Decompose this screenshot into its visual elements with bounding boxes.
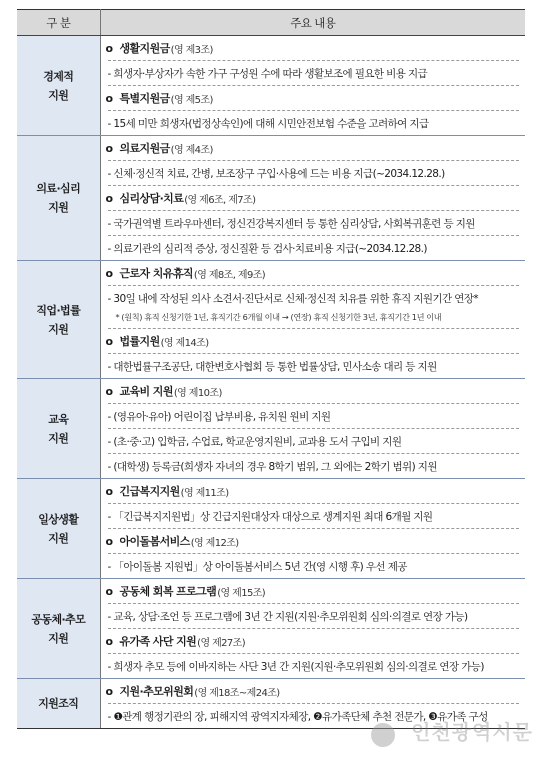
item-name: 생활지원금 bbox=[119, 42, 170, 55]
item-reference: (영 제6조, 제7조) bbox=[184, 194, 256, 206]
detail-text: - 희생자 추모 등에 이바지하는 사단 3년 간 지원(지원·추모위원회 심의·의결로 연장 가능) bbox=[107, 660, 484, 673]
item-reference: (영 제15조) bbox=[217, 587, 266, 599]
item-heading bbox=[101, 579, 526, 603]
item-reference: (영 제14조) bbox=[160, 337, 209, 349]
header-row bbox=[17, 10, 525, 36]
detail-text: - 의료기관의 심리적 증상, 정신질환 등 검사·치료비용 지급(~2034.12.28.) bbox=[107, 242, 427, 255]
item-heading bbox=[101, 136, 526, 160]
item-detail bbox=[108, 503, 520, 528]
item-reference: (영 제5조) bbox=[170, 94, 213, 106]
item-name: 아이돌봄서비스 bbox=[119, 535, 190, 548]
table-row bbox=[17, 261, 525, 379]
detail-text: - 신체·정신적 치료, 간병, 보조장구 구입·사용에 드는 비용 지급(~2034.12.28.) bbox=[107, 167, 445, 180]
detail-text: - ❶관계 행정기관의 장, 피해지역 광역지자체장, ❷유가족단체 추천 전문가, ❸유가족 구성 bbox=[107, 710, 488, 723]
detail-text: - (영유아·유아) 어린이집 납부비용, 유치원 원비 지원 bbox=[107, 410, 331, 423]
item-reference: (영 제12조) bbox=[190, 537, 239, 549]
table-row bbox=[17, 36, 525, 136]
category-cell bbox=[17, 136, 100, 261]
item-heading bbox=[101, 329, 526, 353]
item-detail bbox=[108, 553, 520, 578]
item-reference: (영 제10조) bbox=[173, 387, 222, 399]
bullet-icon: o bbox=[105, 634, 113, 648]
item-reference: (영 제27조) bbox=[197, 637, 246, 649]
item-heading bbox=[101, 529, 526, 553]
watermark-text: 인천광역시문 bbox=[411, 720, 533, 744]
item-detail bbox=[108, 235, 520, 260]
bullet-icon: o bbox=[105, 484, 113, 498]
category-label: 일상생활 bbox=[38, 512, 79, 526]
item-detail bbox=[108, 653, 520, 678]
content-cell bbox=[100, 379, 525, 479]
item-detail bbox=[108, 603, 520, 628]
detail-text: - (대학생) 등록금(희생자 자녀의 경우 8학기 범위, 그 외에는 2학기 범위) 지원 bbox=[107, 460, 437, 473]
item-reference: (영 제4조) bbox=[170, 144, 213, 156]
item-detail bbox=[108, 285, 520, 310]
table-row bbox=[17, 136, 525, 261]
item-heading bbox=[101, 261, 526, 285]
category-label: 지원 bbox=[48, 322, 69, 336]
category-cell bbox=[17, 479, 100, 579]
category-label: 공동체·추모 bbox=[31, 612, 86, 626]
category-label: 경제적 bbox=[43, 69, 74, 83]
table-row bbox=[17, 479, 525, 579]
item-heading bbox=[101, 36, 526, 60]
item-detail bbox=[108, 453, 520, 478]
category-label: 지원 bbox=[48, 431, 69, 445]
bullet-icon: o bbox=[105, 91, 113, 105]
item-reference: (영 제18조~제24조) bbox=[194, 687, 280, 699]
bullet-icon: o bbox=[105, 191, 113, 205]
content-cell bbox=[100, 579, 525, 679]
detail-text: - 교육, 상담·조언 등 프로그램에 3년 간 지원(지원·추모위원회 심의·의결로 연장 가능) bbox=[107, 610, 468, 623]
item-name: 의료지원금 bbox=[119, 142, 170, 155]
bullet-icon: o bbox=[105, 684, 113, 698]
category-label: 지원 bbox=[48, 88, 69, 102]
item-name: 유가족 사단 지원 bbox=[119, 635, 197, 648]
bullet-icon: o bbox=[105, 584, 113, 598]
content-cell bbox=[100, 479, 525, 579]
detail-text: - 「아이돌봄 지원법」상 아이돌봄서비스 5년 간(영 시행 후) 우선 제공 bbox=[107, 560, 407, 573]
detail-text: - 「긴급복지지원법」상 긴급지원대상자 대상으로 생계지원 최대 6개월 지원 bbox=[107, 510, 433, 523]
category-label: 지원조직 bbox=[38, 697, 79, 710]
item-heading bbox=[101, 186, 526, 210]
content-cell bbox=[100, 136, 525, 261]
category-label: 지원 bbox=[48, 201, 69, 214]
detail-text: - 대한법률구조공단, 대한변호사협회 등 통한 법률상담, 민사소송 대리 등 지원 bbox=[107, 360, 437, 373]
item-name: 교육비 지원 bbox=[119, 385, 173, 398]
bullet-icon: o bbox=[105, 334, 113, 348]
item-name: 법률지원 bbox=[119, 335, 160, 348]
content-cell bbox=[100, 36, 525, 136]
item-name: 지원·추모위원회 bbox=[119, 685, 194, 698]
category-label: 의료·심리 bbox=[36, 182, 81, 195]
item-detail bbox=[108, 428, 520, 453]
detail-text: - 국가권역별 트라우마센터, 정신건강복지센터 등 통한 심리상담, 사회복귀훈련 등 지원 bbox=[107, 217, 475, 230]
category-label: 지원 bbox=[48, 531, 69, 545]
detail-text: - 희생자·부상자가 속한 가구 구성원 수에 따라 생활보조에 필요한 비용 지급 bbox=[107, 67, 428, 80]
category-cell bbox=[17, 679, 100, 729]
detail-text: - 15세 미만 희생자(법정상속인)에 대해 시민안전보험 수준을 고려하여 지급 bbox=[107, 117, 429, 130]
category-label: 직업·법률 bbox=[36, 303, 81, 317]
item-name: 특별지원금 bbox=[119, 92, 170, 105]
watermark-logo-icon bbox=[371, 723, 395, 747]
item-reference: (영 제3조) bbox=[170, 44, 213, 56]
item-reference: (영 제8조, 제9조) bbox=[193, 269, 266, 281]
table-row bbox=[17, 579, 525, 679]
item-name: 근로자 치유휴직 bbox=[119, 267, 193, 280]
item-detail bbox=[108, 403, 520, 428]
support-table bbox=[17, 9, 525, 729]
item-detail bbox=[108, 210, 520, 235]
table-row bbox=[17, 379, 525, 479]
item-heading bbox=[101, 479, 526, 503]
category-cell bbox=[17, 579, 100, 679]
category-cell bbox=[17, 261, 100, 379]
item-reference: (영 제11조) bbox=[180, 487, 229, 499]
item-heading bbox=[101, 629, 526, 653]
item-detail bbox=[108, 60, 520, 85]
item-detail bbox=[108, 160, 520, 185]
item-name: 심리상담·치료 bbox=[119, 192, 184, 205]
content-cell bbox=[100, 261, 525, 379]
category-label: 지원 bbox=[48, 631, 69, 645]
bullet-icon: o bbox=[105, 41, 113, 55]
detail-text: - 30일 내에 작성된 의사 소견서·진단서로 신체·정신적 치유를 위한 휴직 지원기간 연장* bbox=[107, 292, 479, 305]
item-name: 긴급복지지원 bbox=[119, 485, 180, 498]
bullet-icon: o bbox=[105, 141, 113, 155]
category-cell bbox=[17, 379, 100, 479]
item-detail bbox=[108, 110, 520, 135]
item-heading bbox=[101, 379, 526, 403]
header-category: 구 분 bbox=[17, 10, 100, 36]
bullet-icon: o bbox=[105, 266, 113, 280]
category-label: 교육 bbox=[48, 412, 69, 426]
item-name: 공동체 회복 프로그램 bbox=[119, 585, 217, 598]
header-content: 주요 내용 bbox=[100, 10, 525, 36]
item-heading bbox=[101, 679, 526, 703]
item-note: * (원칙) 휴직 신청기한 1년, 휴직기간 6개월 이내 → (연장) 휴직 신청기한 3년, 휴직기간 1년 이내 bbox=[115, 312, 442, 322]
item-detail bbox=[108, 353, 520, 378]
bullet-icon: o bbox=[105, 534, 113, 548]
bullet-icon: o bbox=[105, 384, 113, 398]
detail-text: - (초·중·고) 입학금, 수업료, 학교운영지원비, 교과용 도서 구입비 지원 bbox=[107, 435, 402, 448]
item-heading bbox=[101, 86, 526, 110]
category-cell bbox=[17, 36, 100, 136]
